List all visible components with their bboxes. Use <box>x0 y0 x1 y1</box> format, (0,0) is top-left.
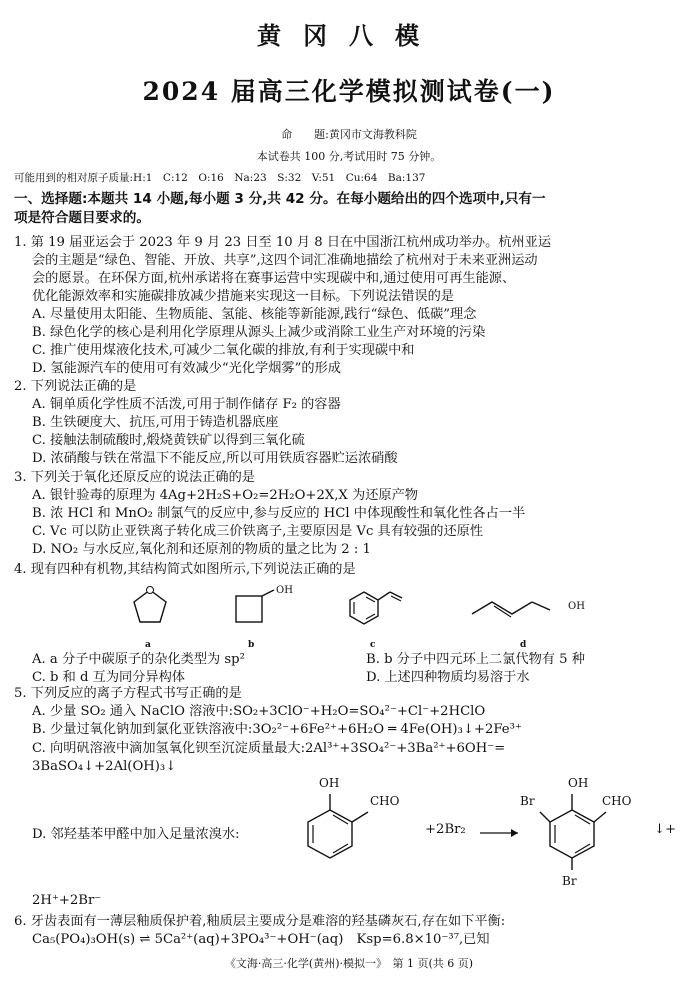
q1-option-d: D. 氢能源汽车的使用可有效减少“光化学烟雾”的形成 <box>32 361 341 376</box>
q5-stem: 5. 下列反应的离子方程式书写正确的是 <box>14 686 242 701</box>
q1-stem: 优化能源效率和实施碳排放减少措施来实现这一目标。下列说法错误的是 <box>32 289 454 304</box>
q3-option-d: D. NO₂ 与水反应,氧化剂和还原剂的物质的量之比为 2 : 1 <box>32 542 371 557</box>
q6-stem: 6. 牙齿表面有一薄层釉质保护着,釉质层主要成分是难溶的羟基磷灰石,存在如下平衡: <box>14 914 506 929</box>
page-footer: 《文海·高三·化学(黄州)·模拟一》 第 1 页(共 6 页) <box>224 957 474 970</box>
q5-option-b: B. 少量过氧化钠加到氯化亚铁溶液中:3O₂²⁻+6Fe²⁺+6H₂O ═ 4Fe(OH)₃↓+2Fe³⁺ <box>32 722 522 737</box>
q4-option-b: B. b 分子中四元环上二氯代物有 5 种 <box>366 652 585 667</box>
product-structure <box>536 790 616 874</box>
q5-option-c-cont: 3BaSO₄↓+2Al(OH)₃↓ <box>32 759 177 774</box>
product-br-bottom: Br <box>562 874 577 888</box>
q1-stem: 1. 第 19 届亚运会于 2023 年 9 月 23 日至 10 月 8 日在中国浙江杭州成功举办。杭州亚运 <box>14 235 552 250</box>
reaction-arrow-icon <box>480 828 522 838</box>
q2-option-a: A. 铜单质化学性质不活泼,可用于制作储存 F₂ 的容器 <box>32 397 341 412</box>
structure-c-styrene <box>344 578 414 642</box>
product-oh: OH <box>568 776 589 790</box>
structure-b-oh: OH <box>276 585 293 596</box>
q3-option-c: C. Vc 可以防止亚铁离子转化成三价铁离子,主要原因是 Vc 具有较强的还原性 <box>32 524 484 539</box>
q5-option-a: A. 少量 SO₂ 通入 NaClO 溶液中:SO₂+3ClO⁻+H₂O=SO₄²⁻+Cl⁻+2HClO <box>32 704 486 719</box>
q4-stem: 4. 现有四种有机物,其结构简式如图所示,下列说法正确的是 <box>14 562 356 577</box>
q5-option-d: D. 邻羟基苯甲醛中加入足量浓溴水: <box>32 827 240 842</box>
reactant-cho: CHO <box>370 794 400 808</box>
structure-d-oh: OH <box>568 601 585 612</box>
precipitate-plus: ↓+ <box>654 822 677 837</box>
reagent-br2: +2Br₂ <box>425 822 466 837</box>
author-line: 命 题:黄冈市文海教科院 <box>281 128 417 141</box>
product-br-left: Br <box>520 794 535 808</box>
q4-option-d: D. 上述四种物质均易溶于水 <box>366 670 530 685</box>
section-heading-cont: 项是符合题目要求的。 <box>14 210 150 226</box>
q6-stem-cont: Ca₅(PO₄)₃OH(s) ⇌ 5Ca²⁺(aq)+3PO₄³⁻+OH⁻(aq) Ksp=6.8×10⁻³⁷,已知 <box>32 932 490 947</box>
q2-stem: 2. 下列说法正确的是 <box>14 379 137 394</box>
q1-option-a: A. 尽量使用太阳能、生物质能、氢能、核能等新能源,践行“绿色、低碳”理念 <box>32 307 477 322</box>
section-heading: 一、选择题:本题共 14 小题,每小题 3 分,共 42 分。在每小题给出的四个选项中,只有一 <box>14 191 546 207</box>
exam-title: 2024 届高三化学模拟测试卷(一) <box>142 77 556 106</box>
q2-option-d: D. 浓硝酸与铁在常温下不能反应,所以可用铁质容器贮运浓硝酸 <box>32 451 398 466</box>
q3-stem: 3. 下列关于氧化还原反应的说法正确的是 <box>14 470 255 485</box>
q1-option-c: C. 推广使用煤液化技术,可减少二氧化碳的排放,有利于实现碳中和 <box>32 343 415 358</box>
atomic-masses: 可能用到的相对原子质量:H:1 C:12 O:16 Na:23 S:32 V:51 Cu:64 Ba:137 <box>14 172 426 184</box>
q5-option-c: C. 向明矾溶液中滴加氢氧化钡至沉淀质量最大:2Al³⁺+3SO₄²⁻+3Ba²⁺+6OH⁻= <box>32 741 506 756</box>
q4-option-c: C. b 和 d 互为同分异构体 <box>32 670 185 685</box>
structure-label-d: d <box>520 640 527 650</box>
q3-option-b: B. 浓 HCl 和 MnO₂ 制氯气的反应中,参与反应的 HCl 中体现酸性和氧化性各占一半 <box>32 506 526 521</box>
structure-label-c: c <box>370 640 376 650</box>
product-cho: CHO <box>602 794 632 808</box>
q1-stem: 会的主题是“绿色、智能、开放、共享”,这四个词汇准确地描绘了杭州对于未来亚洲运动 <box>32 253 538 268</box>
q2-option-b: B. 生铁硬度大、抗压,可用于铸造机器底座 <box>32 415 279 430</box>
q1-option-b: B. 绿色化学的核心是利用化学原理从源头上减少或消除工业生产对环境的污染 <box>32 325 486 340</box>
q4-option-a: A. a 分子中碳原子的杂化类型为 sp² <box>32 652 245 667</box>
structure-d-butenol <box>466 580 576 640</box>
q1-stem: 会的愿景。在环保方面,杭州承诺将在赛事运营中实现碳中和,通过使用可再生能源、 <box>32 271 516 286</box>
q2-option-c: C. 接触法制硫酸时,煅烧黄铁矿以得到三氧化硫 <box>32 433 305 448</box>
structure-a-thf <box>120 580 180 642</box>
structure-label-b: b <box>248 640 255 650</box>
q5-option-d-cont: 2H⁺+2Br⁻ <box>32 893 102 908</box>
q3-option-a: A. 银针验毒的原理为 4Ag+2H₂S+O₂=2H₂O+2X,X 为还原产物 <box>32 488 418 503</box>
exam-info: 本试卷共 100 分,考试用时 75 分钟。 <box>256 150 442 163</box>
structure-label-a: a <box>145 640 151 650</box>
exam-series-title: 黄冈八模 <box>257 21 441 50</box>
reactant-oh: OH <box>319 776 340 790</box>
